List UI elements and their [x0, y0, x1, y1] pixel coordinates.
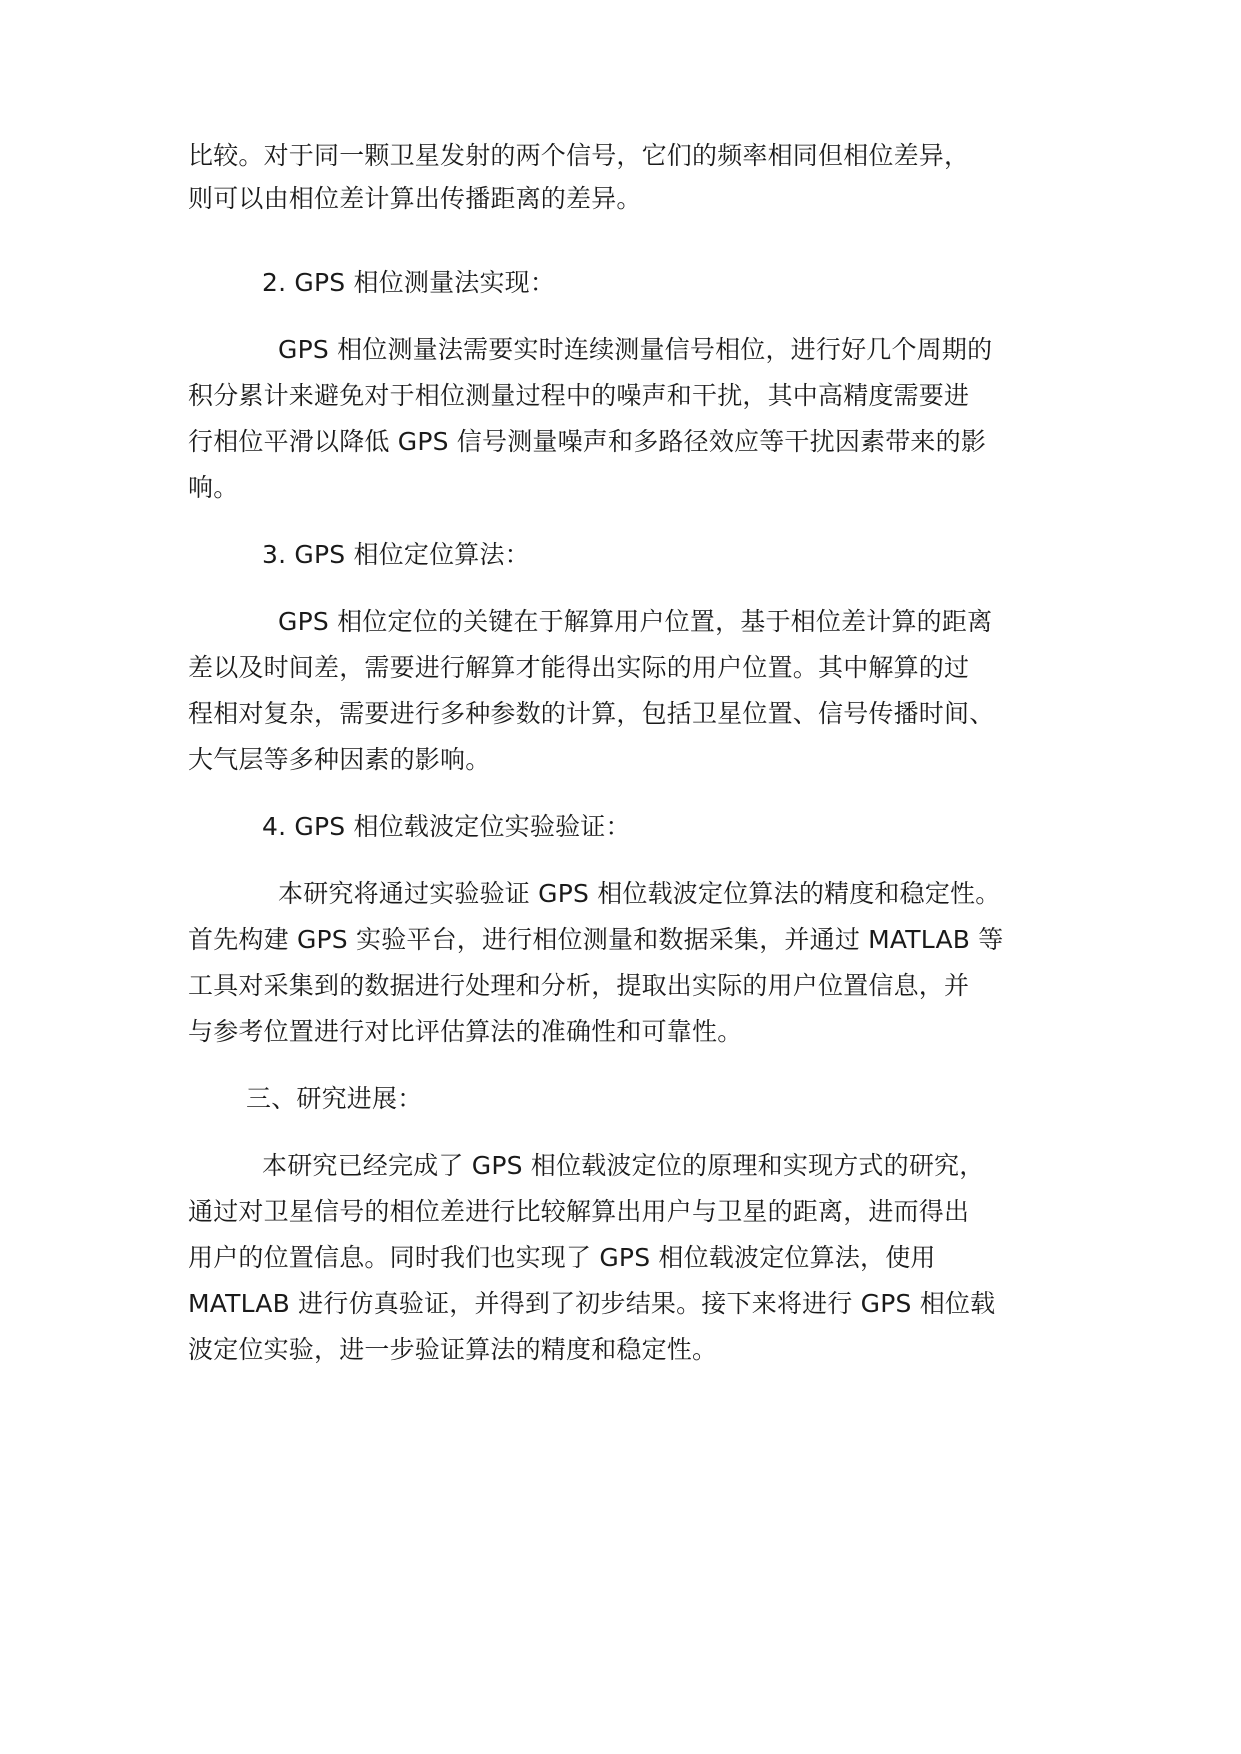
paragraph-line: 通过对卫星信号的相位差进行比较解算出用户与卫星的距离，进而得出: [188, 1197, 970, 1226]
paragraph-line: 本研究已经完成了 GPS 相位载波定位的原理和实现方式的研究，: [262, 1151, 985, 1180]
paragraph-line: 行相位平滑以降低 GPS 信号测量噪声和多路径效应等干扰因素带来的影: [188, 427, 987, 456]
paragraph-line: 则可以由相位差计算出传播距离的差异。: [188, 184, 642, 213]
paragraph-line: 波定位实验，进一步验证算法的精度和稳定性。: [188, 1335, 718, 1364]
paragraph-line: 响。: [188, 473, 239, 502]
paragraph-line: 与参考位置进行对比评估算法的准确性和可靠性。: [188, 1017, 743, 1046]
paragraph-line: 积分累计来避免对于相位测量过程中的噪声和干扰，其中高精度需要进: [188, 381, 970, 410]
paragraph-line: GPS 相位定位的关键在于解算用户位置，基于相位差计算的距离: [278, 607, 993, 636]
paragraph-line: 差以及时间差，需要进行解算才能得出实际的用户位置。其中解算的过: [188, 653, 970, 682]
paragraph-line: 大气层等多种因素的影响。: [188, 745, 491, 774]
paragraph-line: 比较。对于同一颗卫星发射的两个信号，它们的频率相同但相位差异，: [188, 141, 970, 170]
section-heading: 2. GPS 相位测量法实现：: [262, 268, 556, 297]
section-heading: 三、研究进展：: [246, 1084, 423, 1113]
section-heading: 3. GPS 相位定位算法：: [262, 540, 530, 569]
paragraph-line: 本研究将通过实验验证 GPS 相位载波定位算法的精度和稳定性。: [278, 879, 1001, 908]
paragraph-line: 程相对复杂，需要进行多种参数的计算，包括卫星位置、信号传播时间、: [188, 699, 995, 728]
paragraph-line: MATLAB 进行仿真验证，并得到了初步结果。接下来将进行 GPS 相位载: [188, 1289, 996, 1318]
section-heading: 4. GPS 相位载波定位实验验证：: [262, 812, 631, 841]
paragraph-line: 用户的位置信息。同时我们也实现了 GPS 相位载波定位算法，使用: [188, 1243, 936, 1272]
paragraph-line: 首先构建 GPS 实验平台，进行相位测量和数据采集，并通过 MATLAB 等: [188, 925, 1004, 954]
paragraph-line: GPS 相位测量法需要实时连续测量信号相位，进行好几个周期的: [278, 335, 993, 364]
paragraph-line: 工具对采集到的数据进行处理和分析，提取出实际的用户位置信息，并: [188, 971, 970, 1000]
